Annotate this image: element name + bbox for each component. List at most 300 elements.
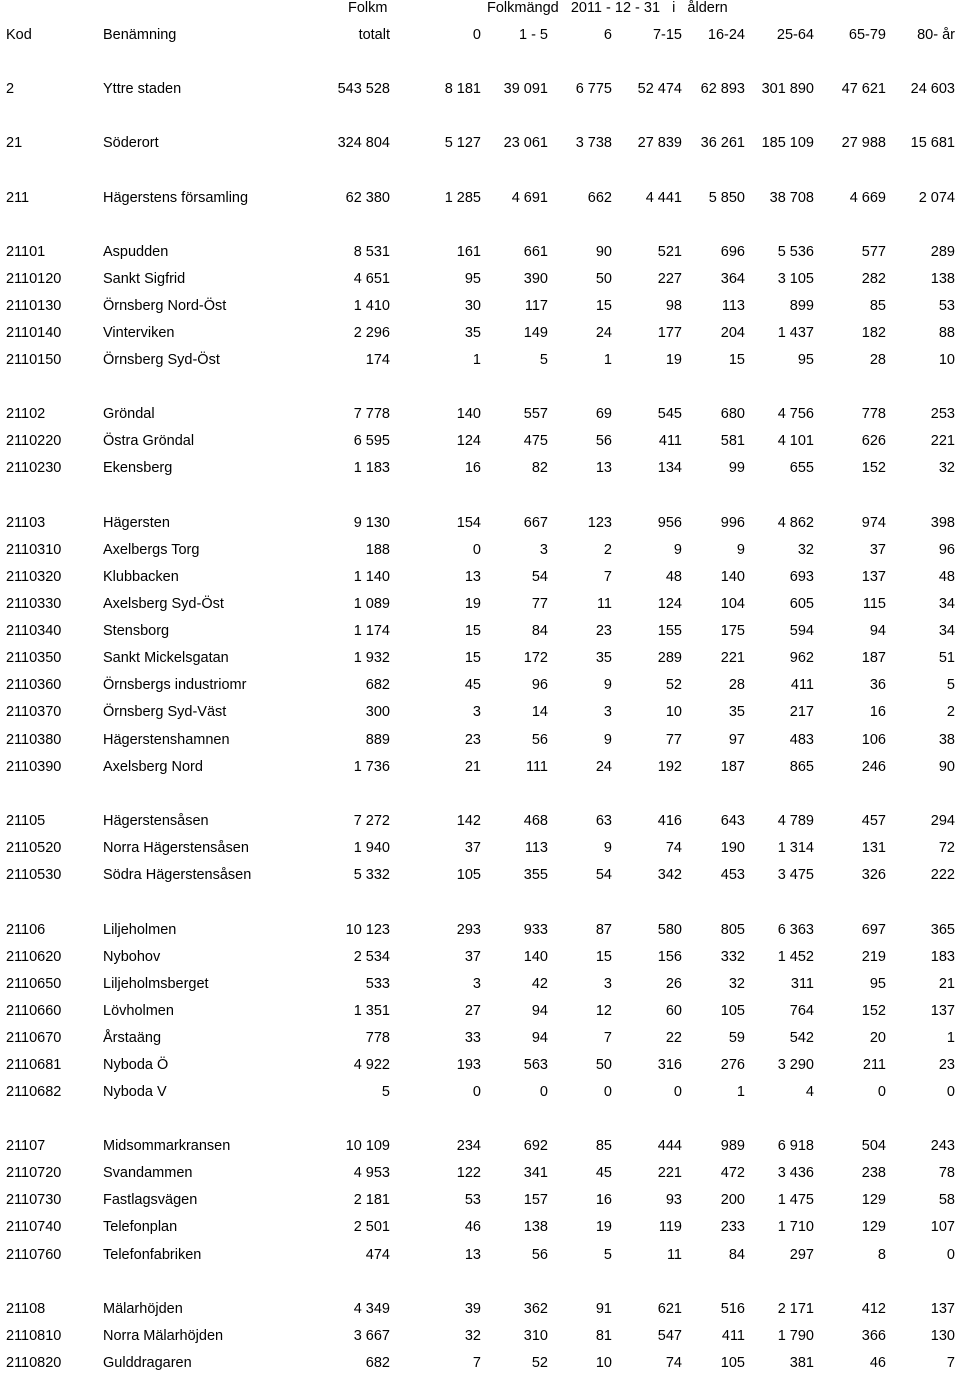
cell-kod: 21108 [6,1301,46,1317]
cell-age-16-24: 411 [721,1328,745,1344]
cell-age-25-64: 594 [789,623,814,639]
cell-age-65-79: 27 988 [841,135,886,151]
cell-kod: 21107 [6,1138,46,1154]
cell-age-1-5: 56 [531,1247,548,1263]
cell-totalt: 2 181 [353,1192,390,1208]
cell-age-6: 9 [603,732,612,748]
cell-age-1-5: 0 [539,1084,548,1100]
cell-age-1-5: 42 [531,976,548,992]
cell-kod: 2110682 [6,1084,62,1100]
cell-totalt: 1 410 [353,298,390,314]
cell-age-25-64: 1 314 [777,840,814,856]
cell-kod: 2110681 [6,1057,62,1073]
cell-age-7-15: 52 [665,677,682,693]
cell-age-80-plus: 138 [930,271,955,287]
cell-age-6: 1 [603,352,612,368]
cell-age-1-5: 390 [523,271,548,287]
cell-age-6: 9 [603,840,612,856]
cell-age-25-64: 185 109 [761,135,814,151]
cell-age-25-64: 693 [789,569,814,585]
cell-benamning: Örnsberg Syd-Öst [103,352,220,368]
cell-age-0: 45 [464,677,481,693]
table-row [0,757,960,777]
cell-age-7-15: 177 [657,325,682,341]
table-row [0,269,960,289]
cell-age-6: 91 [595,1301,612,1317]
cell-totalt: 4 953 [353,1165,390,1181]
header-benamning: Benämning [103,27,177,43]
cell-age-7-15: 342 [657,867,682,883]
cell-totalt: 10 109 [345,1138,390,1154]
cell-age-80-plus: 32 [938,460,955,476]
cell-age-0: 23 [464,732,481,748]
cell-age-16-24: 989 [720,1138,745,1154]
cell-benamning: Midsommarkransen [103,1138,231,1154]
table-row [0,188,960,208]
cell-age-7-15: 26 [665,976,682,992]
cell-totalt: 4 349 [353,1301,390,1317]
table-row [0,974,960,994]
cell-age-25-64: 2 171 [777,1301,814,1317]
header-age-25-64: 25-64 [776,27,814,43]
cell-totalt: 2 534 [353,949,390,965]
cell-age-7-15: 444 [657,1138,682,1154]
cell-kod: 2110350 [6,650,62,666]
cell-age-16-24: 643 [720,813,745,829]
cell-age-25-64: 655 [789,460,814,476]
cell-age-80-plus: 243 [930,1138,955,1154]
cell-age-0: 140 [456,406,481,422]
cell-totalt: 5 [381,1084,390,1100]
cell-age-1-5: 39 091 [503,81,548,97]
cell-age-65-79: 106 [861,732,886,748]
cell-age-1-5: 113 [524,840,548,856]
cell-age-7-15: 956 [657,515,682,531]
cell-benamning: Yttre staden [103,81,182,97]
cell-age-65-79: 211 [862,1057,886,1073]
cell-benamning: Fastlagsvägen [103,1192,198,1208]
cell-age-65-79: 16 [869,704,886,720]
table-row [0,1326,960,1346]
cell-age-16-24: 472 [720,1165,745,1181]
cell-age-7-15: 155 [657,623,682,639]
cell-age-6: 11 [596,596,612,612]
cell-age-6: 3 [603,976,612,992]
cell-age-80-plus: 137 [930,1003,955,1019]
cell-age-7-15: 221 [657,1165,682,1181]
cell-age-7-15: 227 [657,271,682,287]
cell-kod: 2110380 [6,732,62,748]
cell-age-16-24: 332 [720,949,745,965]
cell-benamning: Hägerstensåsen [103,813,209,829]
cell-age-1-5: 84 [531,623,548,639]
cell-benamning: Hägerstenshamnen [103,732,230,748]
cell-age-0: 154 [456,515,481,531]
table-row [0,1136,960,1156]
cell-age-0: 21 [464,759,481,775]
cell-age-25-64: 962 [789,650,814,666]
cell-benamning: Liljeholmen [103,922,177,938]
cell-kod: 2110620 [6,949,62,965]
cell-totalt: 300 [365,704,390,720]
cell-age-65-79: 36 [869,677,886,693]
header-age-6: 6 [603,27,612,43]
cell-age-1-5: 661 [523,244,548,260]
cell-age-25-64: 1 790 [777,1328,814,1344]
cell-age-80-plus: 51 [938,650,955,666]
table-row [0,133,960,153]
cell-age-1-5: 94 [531,1003,548,1019]
cell-age-80-plus: 34 [938,596,955,612]
cell-age-16-24: 996 [720,515,745,531]
cell-age-7-15: 0 [673,1084,682,1100]
cell-age-16-24: 113 [721,298,745,314]
cell-kod: 2110390 [6,759,62,775]
table-row [0,838,960,858]
cell-age-7-15: 98 [665,298,682,314]
cell-age-6: 12 [595,1003,612,1019]
cell-age-0: 35 [464,325,481,341]
cell-age-1-5: 138 [523,1219,548,1235]
cell-totalt: 1 140 [353,569,390,585]
cell-totalt: 1 351 [353,1003,390,1019]
cell-age-6: 2 [603,542,612,558]
cell-totalt: 10 123 [345,922,390,938]
cell-age-16-24: 204 [720,325,745,341]
cell-age-80-plus: 365 [930,922,955,938]
cell-kod: 2110720 [6,1165,62,1181]
cell-age-25-64: 3 290 [777,1057,814,1073]
table-row [0,350,960,370]
cell-age-6: 3 [603,704,612,720]
cell-benamning: Södra Hägerstensåsen [103,867,252,883]
cell-age-1-5: 4 691 [511,190,548,206]
cell-age-65-79: 152 [861,460,886,476]
cell-age-16-24: 32 [728,976,745,992]
cell-age-65-79: 626 [861,433,886,449]
table-header-row-2 [0,25,960,45]
cell-age-25-64: 1 710 [777,1219,814,1235]
cell-age-25-64: 217 [789,704,814,720]
cell-age-0: 37 [464,840,481,856]
cell-benamning: Svandammen [103,1165,193,1181]
table-row [0,1353,960,1373]
cell-age-16-24: 9 [736,542,745,558]
cell-age-80-plus: 0 [946,1084,955,1100]
cell-age-0: 0 [472,542,481,558]
header-age-16-24: 16-24 [707,27,745,43]
cell-age-7-15: 93 [665,1192,682,1208]
cell-kod: 21103 [6,515,46,531]
cell-age-80-plus: 289 [930,244,955,260]
cell-age-6: 24 [595,759,612,775]
cell-age-80-plus: 53 [938,298,955,314]
cell-benamning: Telefonfabriken [103,1247,202,1263]
cell-age-0: 193 [456,1057,481,1073]
table-row [0,540,960,560]
cell-benamning: Örnsbergs industriomr [103,677,247,693]
table-row [0,404,960,424]
header-kod: Kod [6,27,32,43]
table-row [0,702,960,722]
cell-age-0: 95 [464,271,481,287]
cell-totalt: 778 [365,1030,390,1046]
cell-age-1-5: 475 [523,433,548,449]
cell-age-25-64: 4 [805,1084,814,1100]
cell-age-16-24: 221 [720,650,745,666]
cell-age-6: 90 [595,244,612,260]
cell-age-65-79: 37 [869,542,886,558]
cell-age-6: 54 [595,867,612,883]
cell-age-80-plus: 130 [930,1328,955,1344]
cell-age-16-24: 175 [720,623,745,639]
cell-age-7-15: 52 474 [637,81,682,97]
cell-age-0: 19 [464,596,481,612]
table-row [0,567,960,587]
cell-age-1-5: 5 [539,352,548,368]
cell-totalt: 1 089 [353,596,390,612]
cell-age-16-24: 187 [720,759,745,775]
cell-age-7-15: 4 441 [645,190,682,206]
cell-age-16-24: 99 [728,460,745,476]
cell-age-1-5: 82 [531,460,548,476]
cell-age-6: 9 [603,677,612,693]
cell-kod: 21105 [6,813,46,829]
cell-totalt: 1 940 [353,840,390,856]
cell-age-80-plus: 222 [930,867,955,883]
cell-age-6: 50 [595,271,612,287]
cell-age-0: 0 [472,1084,481,1100]
cell-benamning: Sankt Mickelsgatan [103,650,229,666]
cell-age-16-24: 59 [728,1030,745,1046]
cell-age-80-plus: 398 [930,515,955,531]
cell-age-25-64: 5 536 [777,244,814,260]
cell-age-1-5: 310 [523,1328,548,1344]
cell-age-25-64: 411 [790,677,814,693]
cell-totalt: 1 174 [353,623,390,639]
cell-age-65-79: 8 [877,1247,886,1263]
cell-age-80-plus: 1 [946,1030,955,1046]
cell-age-16-24: 805 [720,922,745,938]
cell-age-65-79: 187 [861,650,886,666]
cell-age-65-79: 577 [861,244,886,260]
cell-age-1-5: 140 [523,949,548,965]
cell-age-1-5: 56 [531,732,548,748]
cell-age-80-plus: 38 [938,732,955,748]
cell-totalt: 62 380 [345,190,390,206]
cell-age-16-24: 233 [720,1219,745,1235]
cell-age-6: 16 [595,1192,612,1208]
cell-age-6: 85 [595,1138,612,1154]
cell-age-0: 161 [456,244,481,260]
cell-age-6: 87 [595,922,612,938]
cell-age-25-64: 1 437 [777,325,814,341]
cell-age-25-64: 32 [797,542,814,558]
cell-age-1-5: 563 [523,1057,548,1073]
table-row [0,1217,960,1237]
header-age-1-5: 1 - 5 [518,27,548,43]
cell-age-6: 10 [595,1355,612,1371]
cell-age-0: 3 [472,704,481,720]
table-row [0,458,960,478]
cell-age-65-79: 457 [861,813,886,829]
cell-age-7-15: 9 [673,542,682,558]
cell-age-7-15: 192 [657,759,682,775]
cell-age-25-64: 311 [790,976,814,992]
cell-kod: 2110320 [6,569,62,585]
cell-age-0: 1 [472,352,481,368]
cell-age-80-plus: 15 681 [910,135,955,151]
cell-age-1-5: 933 [523,922,548,938]
cell-age-1-5: 149 [523,325,548,341]
cell-age-16-24: 276 [720,1057,745,1073]
cell-totalt: 889 [365,732,390,748]
cell-kod: 2110660 [6,1003,62,1019]
cell-age-25-64: 3 105 [777,271,814,287]
cell-age-65-79: 46 [869,1355,886,1371]
cell-kod: 2110730 [6,1192,62,1208]
cell-totalt: 682 [365,677,390,693]
cell-age-65-79: 778 [861,406,886,422]
cell-age-65-79: 129 [861,1192,886,1208]
cell-age-80-plus: 107 [930,1219,955,1235]
cell-totalt: 6 595 [353,433,390,449]
cell-age-25-64: 301 890 [761,81,814,97]
cell-benamning: Östra Gröndal [103,433,195,449]
cell-age-7-15: 74 [665,1355,682,1371]
cell-age-65-79: 137 [861,569,886,585]
cell-age-6: 15 [595,949,612,965]
cell-kod: 21106 [6,922,46,938]
table-row [0,1190,960,1210]
cell-kod: 2110810 [6,1328,62,1344]
cell-age-65-79: 20 [869,1030,886,1046]
cell-benamning: Stensborg [103,623,170,639]
cell-kod: 2110370 [6,704,62,720]
cell-age-65-79: 0 [877,1084,886,1100]
cell-age-25-64: 1 452 [777,949,814,965]
cell-age-25-64: 297 [789,1247,814,1263]
cell-age-0: 46 [464,1219,481,1235]
cell-age-7-15: 416 [657,813,682,829]
cell-age-6: 662 [587,190,612,206]
cell-age-80-plus: 23 [938,1057,955,1073]
cell-age-80-plus: 7 [946,1355,955,1371]
header-age-0: 0 [472,27,481,43]
cell-age-80-plus: 253 [930,406,955,422]
cell-age-6: 0 [603,1084,612,1100]
cell-kod: 2110670 [6,1030,62,1046]
cell-age-7-15: 289 [657,650,682,666]
cell-totalt: 7 272 [353,813,390,829]
table-row [0,811,960,831]
header-folkm: Folkm [348,0,388,16]
cell-age-65-79: 697 [861,922,886,938]
cell-age-7-15: 74 [665,840,682,856]
cell-age-7-15: 77 [665,732,682,748]
cell-age-0: 8 181 [444,81,481,97]
cell-age-80-plus: 24 603 [910,81,955,97]
table-row [0,594,960,614]
cell-totalt: 174 [365,352,390,368]
cell-age-0: 27 [464,1003,481,1019]
cell-age-65-79: 219 [861,949,886,965]
cell-age-0: 37 [464,949,481,965]
cell-totalt: 543 528 [337,81,390,97]
cell-age-80-plus: 88 [938,325,955,341]
cell-age-6: 13 [595,460,612,476]
cell-age-1-5: 23 061 [503,135,548,151]
cell-age-16-24: 36 261 [700,135,745,151]
cell-age-65-79: 326 [861,867,886,883]
cell-age-1-5: 3 [539,542,548,558]
cell-kod: 21 [6,135,23,151]
cell-age-7-15: 156 [657,949,682,965]
cell-age-0: 1 285 [444,190,481,206]
cell-benamning: Ekensberg [103,460,173,476]
cell-age-1-5: 341 [523,1165,548,1181]
cell-age-65-79: 152 [861,1003,886,1019]
cell-benamning: Nyboda Ö [103,1057,169,1073]
table-row [0,242,960,262]
cell-age-0: 53 [464,1192,481,1208]
cell-age-1-5: 94 [531,1030,548,1046]
cell-age-65-79: 366 [861,1328,886,1344]
cell-totalt: 1 932 [353,650,390,666]
table-row [0,865,960,885]
cell-benamning: Örnsberg Syd-Väst [103,704,227,720]
cell-age-1-5: 52 [531,1355,548,1371]
cell-benamning: Norra Hägerstensåsen [103,840,249,856]
cell-age-0: 293 [456,922,481,938]
cell-totalt: 9 130 [353,515,390,531]
cell-benamning: Mälarhöjden [103,1301,183,1317]
cell-age-16-24: 105 [720,1003,745,1019]
cell-kod: 2 [6,81,15,97]
cell-kod: 211 [6,190,30,206]
cell-age-25-64: 4 862 [777,515,814,531]
cell-age-16-24: 190 [720,840,745,856]
cell-age-1-5: 14 [531,704,548,720]
table-row [0,1163,960,1183]
cell-age-65-79: 94 [869,623,886,639]
cell-age-0: 33 [464,1030,481,1046]
cell-age-65-79: 504 [861,1138,886,1154]
table-row [0,513,960,533]
cell-kod: 2110230 [6,460,62,476]
cell-age-25-64: 95 [797,352,814,368]
table-row [0,323,960,343]
cell-age-16-24: 62 893 [700,81,745,97]
cell-age-25-64: 764 [789,1003,814,1019]
cell-benamning: Liljeholmsberget [103,976,209,992]
cell-age-25-64: 38 708 [769,190,814,206]
table-row [0,1028,960,1048]
cell-age-80-plus: 58 [938,1192,955,1208]
cell-age-6: 6 775 [575,81,612,97]
cell-benamning: Hägersten [103,515,170,531]
cell-benamning: Nyboda V [103,1084,167,1100]
cell-age-7-15: 11 [666,1247,682,1263]
cell-age-6: 50 [595,1057,612,1073]
cell-age-0: 142 [456,813,481,829]
cell-age-16-24: 140 [720,569,745,585]
table-header-row-1 [0,0,960,18]
cell-age-80-plus: 183 [930,949,955,965]
cell-age-0: 7 [472,1355,481,1371]
cell-benamning: Vinterviken [103,325,175,341]
cell-totalt: 188 [365,542,390,558]
